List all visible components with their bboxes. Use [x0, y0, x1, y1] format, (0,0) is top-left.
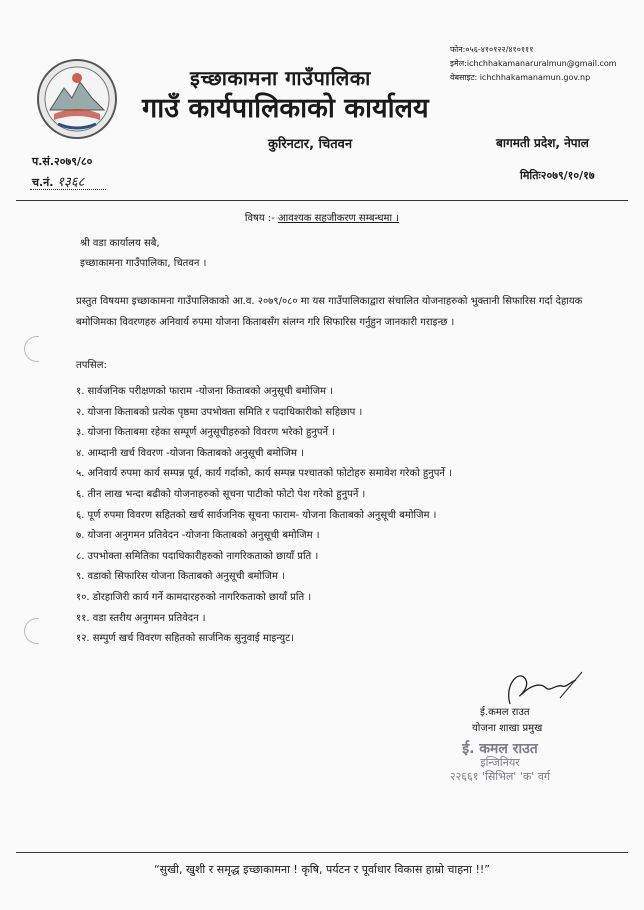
emblem-logo	[36, 58, 118, 140]
chn-value: १३६८	[57, 175, 85, 190]
office-title: गाउँ कार्यपालिकाको कार्यालय	[142, 93, 429, 124]
list-item: ६. पूर्ण रुपमा विवरण सहितको खर्च सार्वजनिक सूचना फाराम- योजना किताबको अनुसूची बमोजिम ।	[76, 509, 437, 521]
recipient-line2: इच्छाकामना गाउँपालिका, चितवन ।	[80, 258, 207, 269]
footer-slogan: “सुखी, खुशी र समृद्ध इच्छाकामना ! कृषि, पर्यटन र पूर्वाधार विकास हाम्रो चाहना !!”	[153, 863, 491, 876]
list-item: १०. डोरहाजिरी कार्य गर्ने कामदारहरुको नागरिकताको छायाँ प्रति ।	[76, 591, 312, 603]
province-text: बागमती प्रदेश, नेपाल	[496, 136, 589, 150]
list-item: ३. योजना किताबमा रहेका सम्पूर्ण अनुसूचीहरुको विवरण भरेको हुनुपर्ने ।	[76, 427, 336, 439]
date-line	[520, 168, 595, 183]
list-item: ११. वडा स्तरीय अनुगमन प्रतिवेदन ।	[76, 612, 206, 624]
website-text: वेबसाइट: ichchhakamanamun.gov.np	[450, 73, 591, 82]
municipality-title: इच्छाकामना गाउँपालिका	[190, 66, 371, 90]
list-item: ९. वडाको सिफारिस योजना किताबको अनुसूची बमोजिम ।	[76, 571, 285, 583]
subject-line	[0, 210, 644, 224]
date-value: २०७९/१०/१७	[540, 169, 595, 182]
list-item: ८. उपभोक्ता समितिका पदाधिकारीहरुको नागरिकताको छायाँ प्रति ।	[76, 550, 319, 562]
signatory-role: योजना शाखा प्रमुख	[472, 723, 543, 734]
list-heading: तपसिल:	[76, 360, 107, 371]
subject-label: विषय :-	[244, 213, 275, 224]
ps-number	[32, 154, 92, 169]
requirements-list	[76, 382, 616, 650]
stamp-reg: २२६६१ 'सिभिल' 'क' वर्ग	[449, 770, 551, 783]
stamp-title: इन्जिनियर	[480, 756, 520, 769]
list-item: ६. तीन लाख भन्दा बढीको योजनाहरुको सूचना पाटीको फोटो पेश गरेको हुनुपर्ने ।	[76, 488, 366, 500]
chn-underline	[30, 189, 106, 190]
phone-text: फोन:०५६-४१०१२२/४१०१११	[450, 45, 534, 54]
footer-divider	[16, 852, 628, 853]
header-divider	[16, 200, 628, 201]
chn-label: च.नं.	[32, 176, 54, 189]
list-item: ५. अनिवार्य रुपमा कार्य सम्पन्न पूर्व, कार्य गर्दाको, कार्य सम्पन्न पश्चातको फोटोहरु समावेश गरेको हुनुपर्ने ।	[76, 468, 452, 480]
list-item: १२. सम्पुर्ण खर्च विवरण सहितको सार्जनिक सुनुवाई माइन्युट।	[76, 633, 294, 645]
list-item: ७. योजना अनुगमन प्रतिवेदन -योजना किताबको अनुसूची बमोजिम ।	[76, 530, 320, 542]
body-paragraph: प्रस्तुत विषयमा इच्छाकामना गाउँपालिकाको आ.व. २०७९/०८० मा यस गाउँपालिकाद्वारा संचालित योजनाहरुको भुक्तानी सिफारिस गर्दा देहायक बमोजिमका विवरणहरु अनिवार्य रुपमा योजना किताबसँग संलग्न गरि सिफारिस गर्नुहुन जानकारी गराइन्छ ।	[76, 296, 583, 328]
subject-value: आवश्यक सहजीकरण सम्बन्धमा ।	[277, 213, 400, 224]
date-label: मितिः	[520, 169, 541, 182]
ps-label: प.सं.	[32, 155, 55, 168]
list-item: २. योजना किताबको प्रत्येक पृष्ठमा उपभोक्ता समिति र पदाधिकारीको सहिछाप ।	[76, 406, 363, 418]
email-text: इमेल:ichchhakamanaruralmun@gmail.com	[450, 59, 617, 68]
list-item: ४. आम्दानी खर्च विवरण -योजना किताबको अनुसूची बमोजिम ।	[76, 447, 304, 459]
punch-hole-mark	[24, 336, 39, 362]
chn-number	[32, 172, 84, 190]
office-address: कुरिनटार, चितवन	[268, 137, 353, 152]
list-item: १. सार्वजनिक परीक्षणको फाराम -योजना किताबको अनुसूची बमोजिम ।	[76, 386, 333, 397]
ps-value: २०७९/८०	[54, 155, 93, 168]
recipient-line1: श्री वडा कार्यालय सबै,	[80, 238, 160, 249]
official-stamp	[420, 742, 580, 784]
punch-hole-mark	[24, 618, 39, 644]
signatory-name: ई.कमल राउत	[480, 707, 530, 718]
stamp-name: ई. कमल राउत	[462, 741, 538, 757]
